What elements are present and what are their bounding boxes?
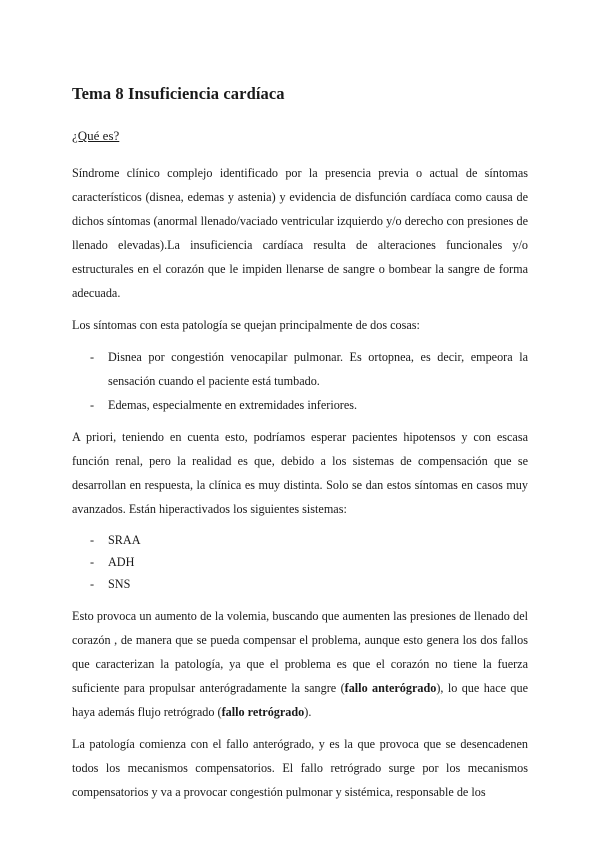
bold-term-anterograde: fallo anterógrado xyxy=(344,681,437,695)
paragraph-pathology: La patología comienza con el fallo anterógrado, y es la que provoca que se desencadenen todos los mecanismos compensatorios. El fallo retrógrado surge por los mecanismos compensatorios y va a provocar congestión pulmonar y sistémica, responsable de los xyxy=(72,737,528,799)
section-heading: ¿Qué es? xyxy=(72,128,120,143)
list-item: - ADH xyxy=(72,551,528,573)
text-run: ). xyxy=(304,705,312,719)
list-item: - Edemas, especialmente en extremidades inferiores. xyxy=(72,393,528,417)
paragraph-failures xyxy=(72,604,528,724)
paragraph-symptoms-intro: Los síntomas con esta patología se quejan principalmente de dos cosas: xyxy=(72,318,420,332)
paragraph-compensation: A priori, teniendo en cuenta esto, podríamos esperar pacientes hipotensos y con escasa función renal, pero la realidad es que, debido a los sistemas de compensación que se desarrollan en respuesta, la clínica es muy distinta. Solo se dan estos síntomas en casos muy avanzados. Están hiperactivados los siguientes sistemas: xyxy=(72,430,528,516)
list-item: - Disnea por congestión venocapilar pulmonar. Es ortopnea, es decir, empeora la sensación cuando el paciente está tumbado. xyxy=(72,345,528,393)
symptoms-list xyxy=(72,345,528,417)
systems-list xyxy=(72,529,528,595)
bold-term-retrograde: fallo retrógrado xyxy=(221,705,305,719)
page-title: Tema 8 Insuficiencia cardíaca xyxy=(72,84,285,103)
text-run: Esto provoca un aumento de la volemia, buscando que aumenten las presiones de llenado del corazón , de manera que se pueda compensar el problema, aunque esto genera los dos fallos que caracterizan la patología, ya que el problema es que el corazón no tiene la fuerza suficiente para propulsar anterógradamente la sangre ( xyxy=(72,609,528,695)
list-item: - SRAA xyxy=(72,529,528,551)
text-run: ), lo que hace que haya además flujo retrógrado ( xyxy=(72,681,528,719)
list-item: - SNS xyxy=(72,573,528,595)
paragraph-definition: Síndrome clínico complejo identificado por la presencia previa o actual de síntomas característicos (disnea, edemas y astenia) y evidencia de disfunción cardíaca como causa de dichos síntomas (anormal llenado/vaciado ventricular izquierdo y/o derecho con presiones de llenado elevadas).La insuficiencia cardíaca resulta de alteraciones funcionales y/o estructurales en el corazón que le impiden llenarse de sangre o bombear la sangre de forma adecuada. xyxy=(72,166,528,300)
